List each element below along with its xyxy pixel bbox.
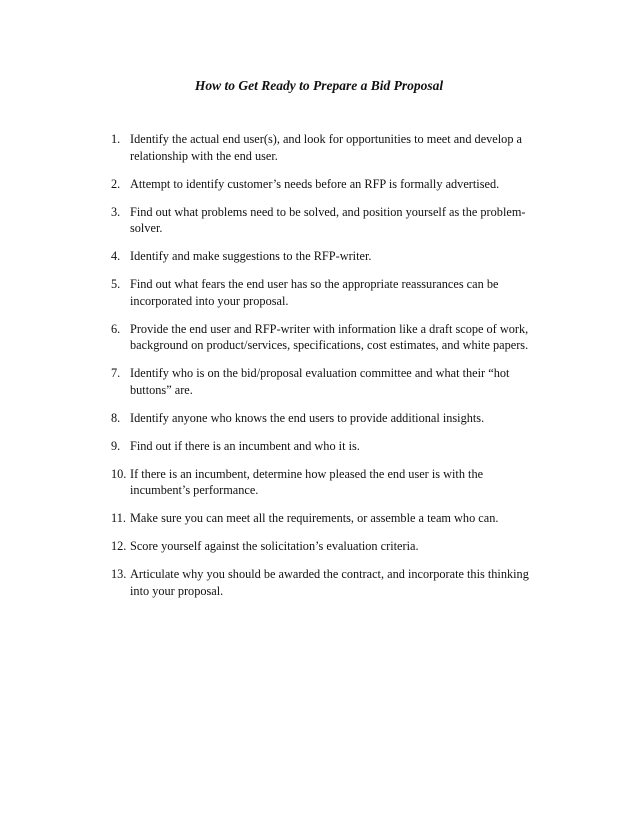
list-item-number: 7. bbox=[111, 366, 121, 380]
list-item-number: 11. bbox=[111, 511, 126, 525]
list-item bbox=[111, 204, 543, 237]
list-item-number: 5. bbox=[111, 277, 121, 291]
list-item bbox=[111, 538, 543, 555]
list-item-number: 2. bbox=[111, 176, 121, 191]
list-item-text: Score yourself against the solicitation’s evaluation criteria. bbox=[130, 539, 419, 553]
list-item bbox=[111, 566, 543, 599]
list-item bbox=[111, 276, 543, 309]
list-item-number: 9. bbox=[111, 438, 121, 453]
list-item-number: 12. bbox=[111, 539, 127, 553]
list-item-text: Articulate why you should be awarded the contract, and incorporate this thinking into your proposal. bbox=[130, 567, 529, 598]
list-item-number: 10. bbox=[111, 466, 127, 481]
list-item-text: Find out what problems need to be solved, and position yourself as the problem-solver. bbox=[130, 204, 526, 235]
list-item-text: Identify and make suggestions to the RFP-writer. bbox=[130, 249, 372, 263]
list-item-number: 4. bbox=[111, 249, 121, 263]
list-item bbox=[111, 176, 543, 193]
list-item-text: Make sure you can meet all the requirements, or assemble a team who can. bbox=[130, 511, 499, 525]
list-item bbox=[111, 365, 543, 398]
list-item bbox=[111, 131, 543, 164]
list-item bbox=[111, 248, 543, 265]
list-item bbox=[111, 466, 543, 499]
numbered-list bbox=[111, 131, 543, 611]
list-item-number: 13. bbox=[111, 567, 127, 581]
list-item-text: Find out what fears the end user has so the appropriate reassurances can be incorporated into your proposal. bbox=[130, 277, 499, 308]
list-item-text: Identify the actual end user(s), and look for opportunities to meet and develop a relationship with the end user. bbox=[130, 132, 523, 163]
list-item-number: 8. bbox=[111, 410, 121, 425]
list-item-text: Find out if there is an incumbent and who it is. bbox=[130, 438, 360, 453]
list-item bbox=[111, 321, 543, 354]
list-item bbox=[111, 410, 543, 427]
list-item-number: 1. bbox=[111, 132, 121, 146]
list-item-text: Provide the end user and RFP-writer with information like a draft scope of work, background on product/services, specifications, cost estimates, and white papers. bbox=[130, 321, 529, 352]
list-item bbox=[111, 510, 543, 527]
list-item-text: Identify who is on the bid/proposal evaluation committee and what their “hot buttons” are. bbox=[130, 366, 510, 397]
list-item-number: 6. bbox=[111, 321, 121, 336]
list-item-text: If there is an incumbent, determine how pleased the end user is with the incumbent’s performance. bbox=[130, 466, 484, 497]
list-item bbox=[111, 438, 543, 455]
list-item-text: Identify anyone who knows the end users to provide additional insights. bbox=[130, 410, 485, 425]
page-title: How to Get Ready to Prepare a Bid Proposal bbox=[194, 78, 444, 93]
list-item-number: 3. bbox=[111, 204, 121, 219]
list-item-text: Attempt to identify customer’s needs before an RFP is formally advertised. bbox=[130, 176, 500, 191]
